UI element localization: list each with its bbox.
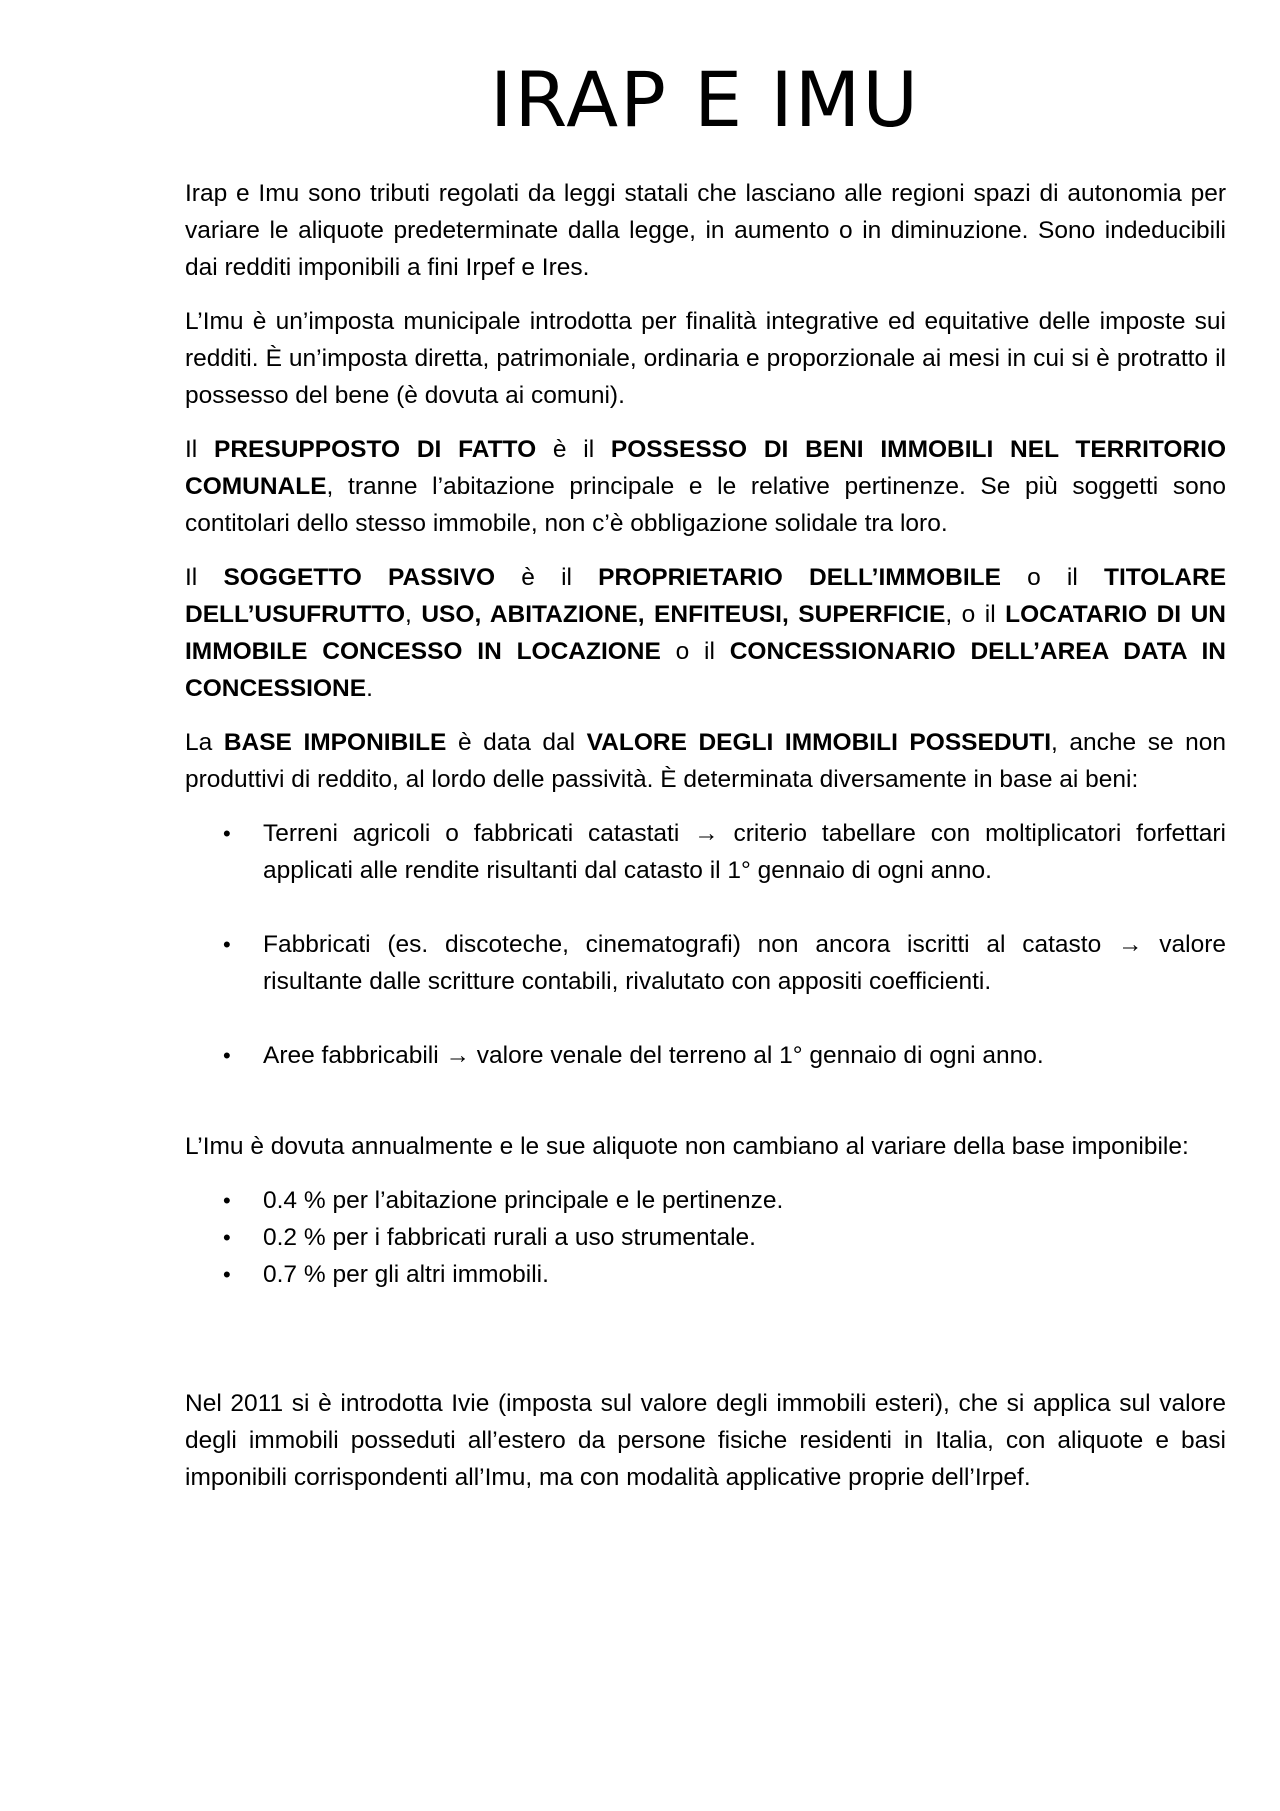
bold-term: USO, ABITAZIONE, ENFITEUSI, SUPERFICIE [421, 601, 946, 628]
paragraph-ivie: Nel 2011 si è introdotta Ivie (imposta sul valore degli immobili esteri), che si applica sul valore degli immobili posseduti all’estero da persone fisiche residenti in Italia, con aliquote e basi imponibili corrispondenti all’Imu, ma con modalità applicative proprie dell’Irpef. [185, 1390, 1226, 1491]
text-span: è il [495, 564, 599, 591]
text-span: , o il [945, 601, 1006, 628]
bold-term: PROPRIETARIO DELL’IMMOBILE [598, 564, 1001, 591]
paragraph-imu-definition: L’Imu è un’imposta municipale introdotta per finalità integrative ed equitative delle imposte sui redditi. È un’imposta diretta, patrimoniale, ordinaria e proporzionale ai mesi in cui si è protratto il possesso del bene (è dovuta ai comuni). [185, 308, 1226, 409]
bullet-icon: • [223, 1188, 231, 1213]
paragraph-aliquote: L’Imu è dovuta annualmente e le sue aliquote non cambiano al variare della base imponibile: [185, 1133, 1189, 1160]
document-title: IRAP E IMU [490, 55, 920, 144]
list-item [185, 1219, 1226, 1256]
list-item-text: Terreni agricoli o fabbricati catastati → criterio tabellare con moltiplicatori forfettari applicati alle rendite risultanti dal catasto il 1° gennaio di ogni anno. [263, 820, 1226, 884]
list-item-text: 0.7 % per gli altri immobili. [263, 1261, 549, 1288]
text-span: , anche se non produttivi di reddito, al lordo delle passività. È determinata diversamente in base ai beni: [185, 729, 1227, 793]
text-span: , [405, 601, 422, 628]
paragraph-presupposto [185, 431, 1226, 542]
text-span: o il [660, 638, 730, 665]
bullet-icon: • [223, 1043, 231, 1068]
bold-term: PRESUPPOSTO DI FATTO [214, 436, 537, 463]
text-span: . [366, 675, 373, 702]
bold-term: VALORE DEGLI IMMOBILI POSSEDUTI [586, 729, 1052, 756]
paragraph-base-imponibile [185, 724, 1226, 798]
list-item-text: 0.4 % per l’abitazione principale e le pertinenze. [263, 1187, 784, 1214]
list-item-text: 0.2 % per i fabbricati rurali a uso strumentale. [263, 1224, 756, 1251]
bold-term: BASE IMPONIBILE [223, 729, 447, 756]
text-span: , tranne l’abitazione principale e le relative pertinenze. Se più soggetti sono contitolari dello stesso immobile, non c’è obbligazione solidale tra loro. [185, 473, 1226, 537]
bold-term: POSSESSO DI BENI IMMOBILI NEL TERRITORIO COMUNALE [185, 436, 1227, 500]
text-span: o il [1000, 564, 1104, 591]
list-item [185, 1182, 1226, 1219]
base-imponibile-list [185, 815, 1226, 1074]
bullet-icon: • [223, 1225, 231, 1250]
paragraph-intro: Irap e Imu sono tributi regolati da leggi statali che lasciano alle regioni spazi di autonomia per variare le aliquote predeterminate dalla legge, in aumento o in diminuzione. Sono indeducibili dai redditi imponibili a fini Irpef e Ires. [185, 180, 1226, 281]
text-span: Il [185, 436, 215, 463]
list-item [185, 815, 1226, 889]
text-span: Il [185, 564, 224, 591]
text-span: è data dal [446, 729, 587, 756]
text-span: è il [536, 436, 611, 463]
bullet-icon: • [223, 821, 231, 846]
list-item [185, 926, 1226, 1000]
document-body [185, 175, 1226, 1513]
list-item [185, 1037, 1226, 1074]
text-span: La [185, 729, 224, 756]
list-item-text: Aree fabbricabili → valore venale del terreno al 1° gennaio di ogni anno. [263, 1042, 1044, 1069]
rates-list [185, 1182, 1226, 1293]
list-item [185, 1256, 1226, 1293]
bold-term: TITOLARE DELL’USUFRUTTO [185, 564, 1227, 628]
bold-term: SOGGETTO PASSIVO [223, 564, 496, 591]
bullet-icon: • [223, 1262, 231, 1287]
paragraph-soggetto-passivo [185, 559, 1226, 707]
bold-term: LOCATARIO DI UN IMMOBILE CONCESSO IN LOCAZIONE [185, 601, 1226, 665]
list-item-text: Fabbricati (es. discoteche, cinematografi) non ancora iscritti al catasto → valore risultante dalle scritture contabili, rivalutato con appositi coefficienti. [263, 931, 1226, 995]
bullet-icon: • [223, 932, 231, 957]
bold-term: CONCESSIONARIO DELL’AREA DATA IN CONCESSIONE [185, 638, 1226, 702]
